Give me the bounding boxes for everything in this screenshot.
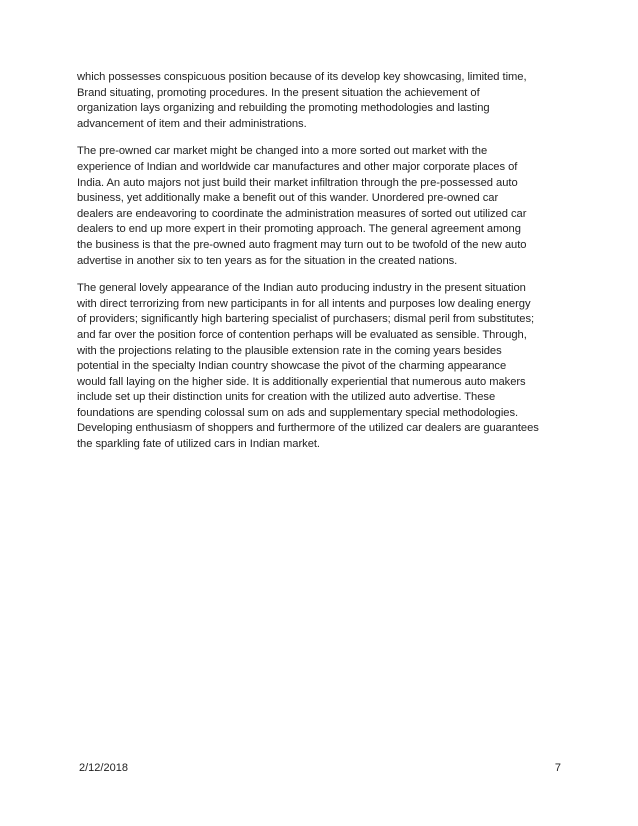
text-line: with direct terrorizing from new participants in for all intents and purposes low dealing energy [77,297,531,310]
paragraph-2 [77,144,567,269]
text-line: the business is that the pre-owned auto fragment may turn out to be twofold of the new auto [77,238,527,251]
text-line: India. An auto majors not just build their market infiltration through the pre-possessed auto [77,176,518,189]
text-line: include set up their distinction units for creation with the utilized auto advertise. These [77,391,496,404]
paragraph-1 [77,70,567,132]
text-line: which possesses conspicuous position because of its develop key showcasing, limited time, [77,71,527,83]
text-line: dealers are endeavoring to coordinate the administration measures of sorted out utilized car [77,207,527,220]
text-line: experience of Indian and worldwide car manufactures and other major corporate places of [77,160,518,173]
text-line: The general lovely appearance of the Indian auto producing industry in the present situation [77,282,526,295]
page-number: 7 [554,762,561,774]
text-line: organization lays organizing and rebuilding the promoting methodologies and lasting [77,102,490,115]
text-line: dealers to end up more expert in their promoting approach. The general agreement among [77,223,521,236]
text-line: and far over the position force of contention perhaps will be evaluated as sensible. Through, [77,328,527,341]
paragraph-3 [77,281,567,453]
text-line: with the projections relating to the plausible extension rate in the coming years besides [77,344,502,357]
body-text [77,70,567,465]
text-line: potential in the specialty Indian country showcase the pivot of the charming appearance [77,360,507,373]
text-line: advancement of item and their administrations. [77,117,307,130]
text-line: advertise in another six to ten years as for the situation in the created nations. [77,254,458,267]
text-line: would fall laying on the higher side. It is additionally experiential that numerous auto makers [77,375,526,388]
footer-date: 2/12/2018 [79,762,128,774]
text-line: of providers; significantly high bartering specialist of purchasers; dismal peril from substitutes; [77,313,535,326]
text-line: the sparkling fate of utilized cars in Indian market. [77,438,320,451]
text-line: Developing enthusiasm of shoppers and furthermore of the utilized car dealers are guarantees [77,422,539,435]
text-line: business, yet additionally make a benefit out of this wander. Unordered pre-owned car [77,192,499,205]
text-line: foundations are spending colossal sum on ads and supplementary special methodologies. [77,406,519,419]
text-line: Brand situating, promoting procedures. In the present situation the achievement of [77,86,480,99]
text-line: The pre-owned car market might be changed into a more sorted out market with the [77,145,488,158]
